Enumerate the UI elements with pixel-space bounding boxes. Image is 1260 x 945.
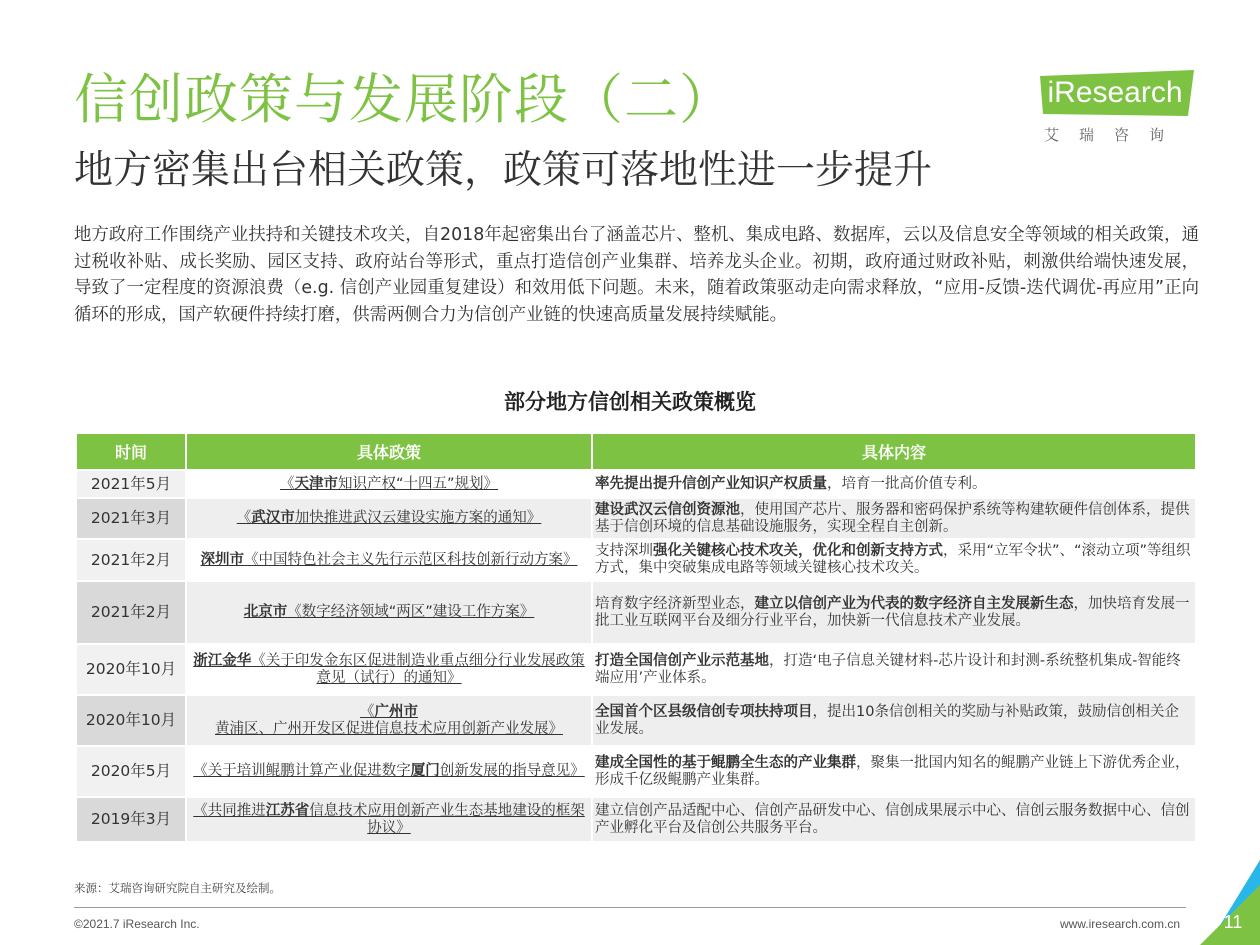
text-segment: 《关于培训鲲鹏计算产业促进数字 bbox=[193, 763, 411, 779]
cell-content bbox=[592, 644, 1196, 695]
cell-date: 2021年2月 bbox=[76, 581, 186, 644]
table-row bbox=[76, 695, 1196, 746]
text-segment: 《共同推进 bbox=[193, 802, 266, 819]
text-segment: 《 bbox=[360, 703, 375, 720]
cell-content bbox=[592, 797, 1196, 842]
table-row bbox=[76, 746, 1196, 797]
logo-brand-text: iResearch bbox=[1047, 76, 1183, 109]
text-segment: ，采用“立军令状”、“滚动立项”等组织方式，集中突破集成电路等领域关键核心技术攻关。 bbox=[595, 543, 1191, 576]
table-title: 部分地方信创相关政策概览 bbox=[504, 390, 756, 414]
bold-segment: 率先提出提升信创产业知识产权质量 bbox=[595, 475, 827, 492]
table-row bbox=[76, 498, 1196, 539]
website-link[interactable]: www.iresearch.com.cn bbox=[1059, 917, 1180, 931]
cell-policy bbox=[186, 470, 592, 498]
text-segment: 《中国特色社会主义先行示范区科技创新行动方案》 bbox=[244, 551, 578, 568]
bold-segment: 广州市 bbox=[374, 703, 418, 720]
text-segment: 黄浦区、广州开发区促进信息技术应用创新产业发展》 bbox=[215, 720, 563, 737]
cell-policy bbox=[186, 695, 592, 746]
iresearch-logo bbox=[1040, 66, 1200, 146]
text-segment: 信息技术应用创新产业生态基地建设的框架协议》 bbox=[309, 802, 585, 836]
policy-table bbox=[75, 432, 1197, 843]
bold-segment: 武汉市 bbox=[251, 510, 295, 526]
table-body bbox=[76, 470, 1196, 842]
text-segment: 加快推进武汉云建设实施方案的通知》 bbox=[294, 510, 542, 526]
cell-content bbox=[592, 581, 1196, 644]
bold-segment: 强化关键核心技术攻关，优化和创新支持方式 bbox=[653, 543, 943, 559]
page-subtitle: 地方密集出台相关政策，政策可落地性进一步提升 bbox=[74, 148, 933, 193]
bold-segment: 北京市 bbox=[243, 604, 288, 620]
text-segment: ，提出10条信创相关的奖励与补贴政策，鼓励信创相关企业发展。 bbox=[595, 703, 1179, 737]
text-segment: 《 bbox=[279, 475, 295, 492]
copyright: ©2021.7 iResearch Inc. bbox=[74, 917, 200, 931]
text-segment: 支持深圳 bbox=[595, 543, 653, 559]
cell-policy bbox=[186, 498, 592, 539]
table-row bbox=[76, 470, 1196, 498]
text-segment: 培育数字经济新型业态， bbox=[595, 595, 755, 612]
cell-policy bbox=[186, 746, 592, 797]
intro-paragraph: 地方政府工作围绕产业扶持和关键技术攻关，自2018年起密集出台了涵盖芯片、整机、集成电路、数据库，云以及信息安全等领域的相关政策，通过税收补贴、成长奖励、园区支持、政府站台等形式，重点打造信创产业集群、培养龙头企业。初期，政府通过财政补贴，刺激供给端快速发展，导致了一定程度的资源浪费（e.g. 信创产业园重复建设）和效用低下问题。未来，随着政策驱动走向需求释放，“应用-反馈-迭代调优-再应用”正向循环的形成，国产软硬件持续打磨，供需两侧合力为信创产业链的快速高质量发展持续赋能。 bbox=[74, 225, 1199, 325]
text-segment: 《数字经济领域“两区”建设工作方案》 bbox=[287, 604, 535, 620]
text-segment: ，聚集一批国内知名的鲲鹏产业链上下游优秀企业，形成千亿级鲲鹏产业集群。 bbox=[595, 754, 1190, 788]
text-segment: ，加快培育发展一批工业互联网平台及细分行业平台，加快新一代信息技术产业发展。 bbox=[595, 595, 1190, 629]
bold-segment: 厦门 bbox=[410, 763, 440, 779]
page-number: 11 bbox=[1223, 912, 1243, 932]
bold-segment: 浙江金华 bbox=[193, 652, 252, 669]
page-title: 信创政策与发展阶段（二） bbox=[74, 68, 734, 131]
text-segment: 建立信创产品适配中心、信创产品研发中心、信创成果展示中心、信创云服务数据中心、信创产业孵化平台及信创公共服务平台。 bbox=[595, 802, 1190, 836]
cell-date: 2021年3月 bbox=[76, 498, 186, 539]
text-segment: 《 bbox=[236, 510, 252, 526]
table-row bbox=[76, 797, 1196, 842]
cell-date: 2021年5月 bbox=[76, 470, 186, 498]
cell-policy bbox=[186, 797, 592, 842]
bold-segment: 建设武汉云信创资源池 bbox=[595, 501, 740, 518]
cell-date: 2020年10月 bbox=[76, 644, 186, 695]
text-segment: ，使用国产芯片、服务器和密码保护系统等构建软硬件信创体系，提供基于信创环境的信息基础设施服务，实现全程自主创新。 bbox=[595, 501, 1190, 535]
table-row bbox=[76, 644, 1196, 695]
text-segment: 知识产权“十四五”规划》 bbox=[337, 475, 499, 492]
cell-policy bbox=[186, 581, 592, 644]
cell-content bbox=[592, 498, 1196, 539]
bold-segment: 深圳市 bbox=[200, 551, 244, 568]
logo-brand-cn: 艾瑞咨询 bbox=[1044, 126, 1185, 144]
bold-segment: 全国首个区县级信创专项扶持项目 bbox=[595, 703, 813, 720]
table-row bbox=[76, 581, 1196, 644]
table-row bbox=[76, 539, 1196, 581]
cell-content bbox=[592, 539, 1196, 581]
bold-segment: 建成全国性的基于鲲鹏全生态的产业集群 bbox=[595, 754, 856, 771]
header-content: 具体内容 bbox=[592, 433, 1196, 470]
table-header-row bbox=[76, 433, 1196, 470]
bold-segment: 打造全国信创产业示范基地 bbox=[595, 652, 769, 669]
bold-segment: 天津市 bbox=[294, 475, 338, 492]
header-policy: 具体政策 bbox=[186, 433, 592, 470]
cell-content bbox=[592, 695, 1196, 746]
source-note: 来源：艾瑞咨询研究院自主研究及绘制。 bbox=[74, 881, 281, 895]
cell-policy bbox=[186, 539, 592, 581]
cell-date: 2020年5月 bbox=[76, 746, 186, 797]
bold-segment: 建立以信创产业为代表的数字经济自主发展新生态 bbox=[754, 595, 1074, 612]
cell-content bbox=[592, 470, 1196, 498]
text-segment: ，打造‘电子信息关键材料-芯片设计和封测-系统整机集成-智能终端应用’产业体系。 bbox=[595, 652, 1181, 686]
bold-segment: 江苏省 bbox=[265, 802, 310, 819]
text-segment: 创新发展的指导意见》 bbox=[439, 763, 585, 779]
cell-date: 2021年2月 bbox=[76, 539, 186, 581]
cell-content bbox=[592, 746, 1196, 797]
footer-divider bbox=[74, 907, 1186, 908]
header-date: 时间 bbox=[76, 433, 186, 470]
cell-policy bbox=[186, 644, 592, 695]
text-segment: 《关于印发金东区促进制造业重点细分行业发展政策意见（试行）的通知》 bbox=[251, 652, 585, 686]
cell-date: 2019年3月 bbox=[76, 797, 186, 842]
text-segment: ，培育一批高价值专利。 bbox=[827, 475, 987, 492]
cell-date: 2020年10月 bbox=[76, 695, 186, 746]
